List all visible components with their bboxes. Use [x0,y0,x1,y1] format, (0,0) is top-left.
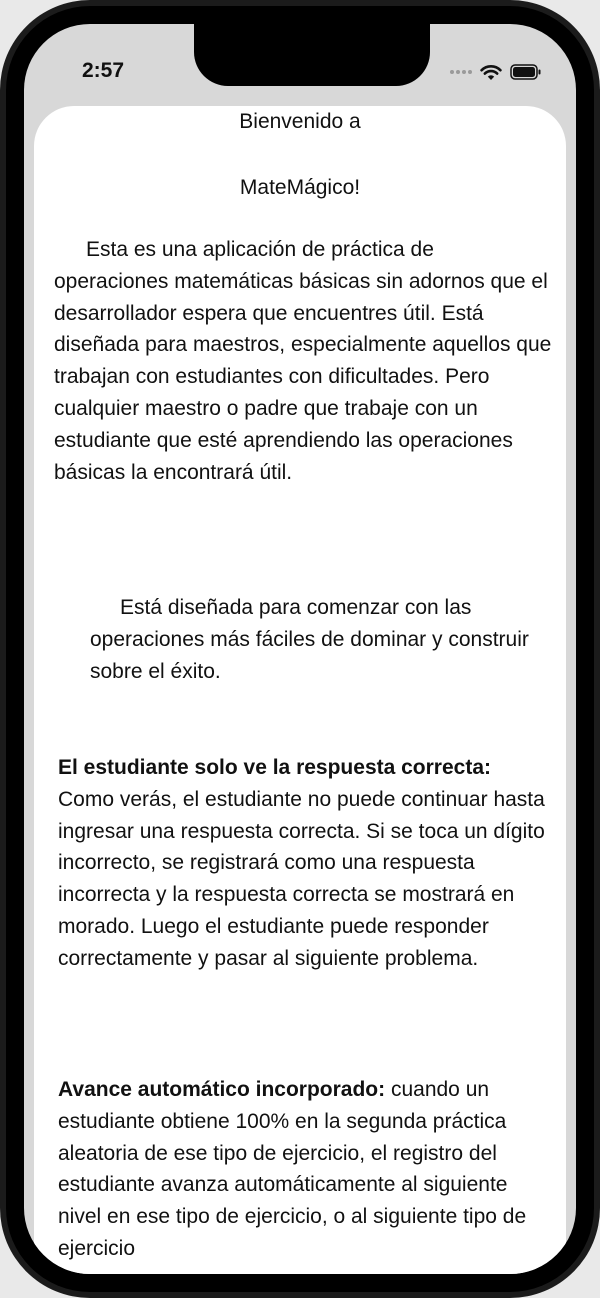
auto-advance-body: cuando un estudiante obtiene 100% en la segunda práctica aleatoria de ese tipo de ejercicio, el registro del estudiante avanza automáticamente al siguiente nivel en ese tipo de ejercicio, o al siguiente tipo de ejercicio [58,1078,527,1260]
welcome-title-line1: Bienvenido a [239,110,361,133]
welcome-sheet[interactable] [34,106,566,1274]
correct-answer-section [58,752,554,975]
auto-advance-heading: Avance automático incorporado: [58,1078,386,1101]
battery-icon [510,64,542,80]
phone-bezel [6,6,594,1292]
status-time: 2:57 [82,59,125,82]
auto-advance-section [58,1074,556,1265]
intro-paragraph: Esta es una aplicación de práctica de operaciones matemáticas básicas sin adornos que el desarrollador espera que encuentres útil. Está diseñada para maestros, especialmente aquellos que trabajan con estudiantes con dificultades. Pero cualquier maestro o padre que trabaje con un estudiante que esté aprendiendo las operaciones básicas la encontrará útil. [54,238,552,484]
design-paragraph: Está diseñada para comenzar con las operaciones más fáciles de dominar y construir sobre el éxito. [90,596,529,683]
correct-answer-heading: El estudiante solo ve la respuesta correcta: [58,756,492,779]
welcome-title-line2: MateMágico! [239,176,361,199]
camera-notch [194,24,430,86]
signal-dots-icon [450,69,472,75]
status-icons [450,62,542,82]
correct-answer-body: Como verás, el estudiante no puede continuar hasta ingresar una respuesta correcta. Si se toca un dígito incorrecto, se registrará como una respuesta incorrecta y la respuesta correcta se mostrará en morado. Luego el estudiante puede responder correctamente y pasar al siguiente problema. [58,787,545,970]
phone-screen [24,24,576,1274]
wifi-icon [480,64,502,81]
